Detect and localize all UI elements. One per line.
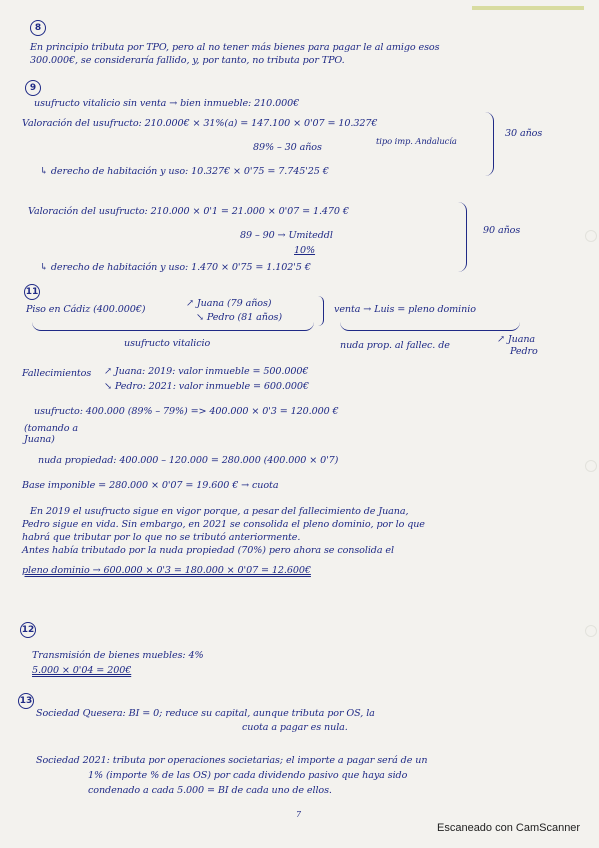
s13-line1: Sociedad Quesera: BI = 0; reduce su capital, aunque tributa por OS, la [36, 708, 375, 719]
s11-line1-left: Piso en Cádiz (400.000€) [26, 304, 146, 315]
s9-val2: Valoración del usufructo: 210.000 × 0'1 = 21.000 × 0'07 = 1.470 € [28, 206, 349, 217]
s9-title: usufructo vitalicio sin venta → bien inmueble: 210.000€ [34, 98, 300, 109]
s8-line1: En principio tributa por TPO, pero al no tener más bienes para pagar le al amigo esos [30, 42, 440, 53]
s9-brace-2 [458, 202, 467, 272]
section-number-13: 13 [18, 693, 34, 709]
s8-line2: 300.000€, se consideraría fallido, y, por tanto, no tributa por TPO. [30, 55, 345, 66]
s9-brace-1 [485, 112, 494, 176]
section-number-12: 12 [20, 622, 36, 638]
s11-under-right-names-a: ↗ Juana [497, 334, 536, 345]
s11-deaths-label: Fallecimientos [22, 368, 92, 379]
edge-mark [585, 230, 597, 242]
s11-paragraph-4: Antes había tributado por la nuda propiedad (70%) pero ahora se consolida el [22, 545, 394, 556]
s11-paragraph-1: En 2019 el usufructo sigue en vigor porque, a pesar del fallecimiento de Juana, [30, 506, 409, 517]
top-highlight-line [472, 6, 584, 10]
s9-val1: Valoración del usufructo: 210.000€ × 31%(a) = 147.100 × 0'07 = 10.327€ [22, 118, 378, 129]
s11-deaths-b: ↘ Pedro: 2021: valor inmueble = 600.000€ [104, 381, 309, 392]
page-number: 7 [296, 810, 302, 819]
s11-base: Base imponible = 280.000 × 0'07 = 19.600 € → cuota [22, 480, 279, 491]
s11-paragraph-3: habrá que tributar por lo que no se tributó anteriormente. [22, 532, 301, 543]
s12-line1: Transmisión de bienes muebles: 4% [32, 650, 204, 661]
s13-line5: condenado a cada 5.000 = BI de cada uno de ellos. [88, 785, 332, 796]
section-number-11: 11 [24, 284, 40, 300]
s11-line1-names-a: ↗ Juana (79 años) [186, 298, 272, 309]
s9-brace-2-label: 90 años [483, 225, 521, 236]
s11-under-right: nuda prop. al fallec. de [340, 340, 450, 351]
s11-line1-right: venta → Luis = pleno dominio [334, 304, 476, 315]
scanner-watermark: Escaneado con CamScanner [437, 822, 581, 834]
s11-brace-under-left [32, 322, 314, 331]
s11-under-left: usufructo vitalicio [124, 338, 211, 349]
s13-line4: 1% (importe % de las OS) por cada dividendo pasivo que haya sido [88, 770, 408, 781]
section-number-9: 9 [25, 80, 41, 96]
s9-val1-habitation: ↳ derecho de habitación y uso: 10.327€ × 0'75 = 7.745'25 € [40, 166, 329, 177]
section-number-8: 8 [30, 20, 46, 36]
s12-line2: 5.000 × 0'04 = 200€ [32, 665, 132, 676]
s13-line2: cuota a pagar es nula. [242, 722, 348, 733]
s9-val1-note-a: 89% – 30 años [253, 142, 322, 153]
s11-nuda: nuda propiedad: 400.000 – 120.000 = 280.000 (400.000 × 0'7) [38, 455, 339, 466]
s11-usufruct-note: (tomando a Juana) [24, 423, 79, 445]
s9-val2-note-b: 10% [294, 245, 316, 256]
s11-deaths-a: ↗ Juana: 2019: valor inmueble = 500.000€ [104, 366, 309, 377]
s9-val2-habitation: ↳ derecho de habitación y uso: 1.470 × 0'75 = 1.102'5 € [40, 262, 311, 273]
edge-mark [585, 460, 597, 472]
s11-paragraph-5: pleno dominio → 600.000 × 0'3 = 180.000 × 0'07 = 12.600€ [22, 565, 311, 576]
s13-line3: Sociedad 2021: tributa por operaciones societarias; el importe a pagar será de un [36, 755, 428, 766]
s11-paragraph-2: Pedro sigue en vida. Sin embargo, en 2021 se consolida el pleno dominio, por lo que [22, 519, 425, 530]
s11-names-brace [318, 296, 324, 326]
s9-val2-note-a: 89 – 90 → Umiteddl [240, 230, 333, 241]
s9-val1-note-b: tipo imp. Andalucía [376, 136, 457, 146]
s11-under-right-names-b: Pedro [510, 346, 538, 357]
s11-line1-names-b: ↘ Pedro (81 años) [196, 312, 282, 323]
s11-usufruct: usufructo: 400.000 (89% – 79%) => 400.000 × 0'3 = 120.000 € [34, 406, 339, 417]
edge-mark [585, 625, 597, 637]
s11-brace-under-right [340, 322, 520, 331]
s9-brace-1-label: 30 años [505, 128, 543, 139]
